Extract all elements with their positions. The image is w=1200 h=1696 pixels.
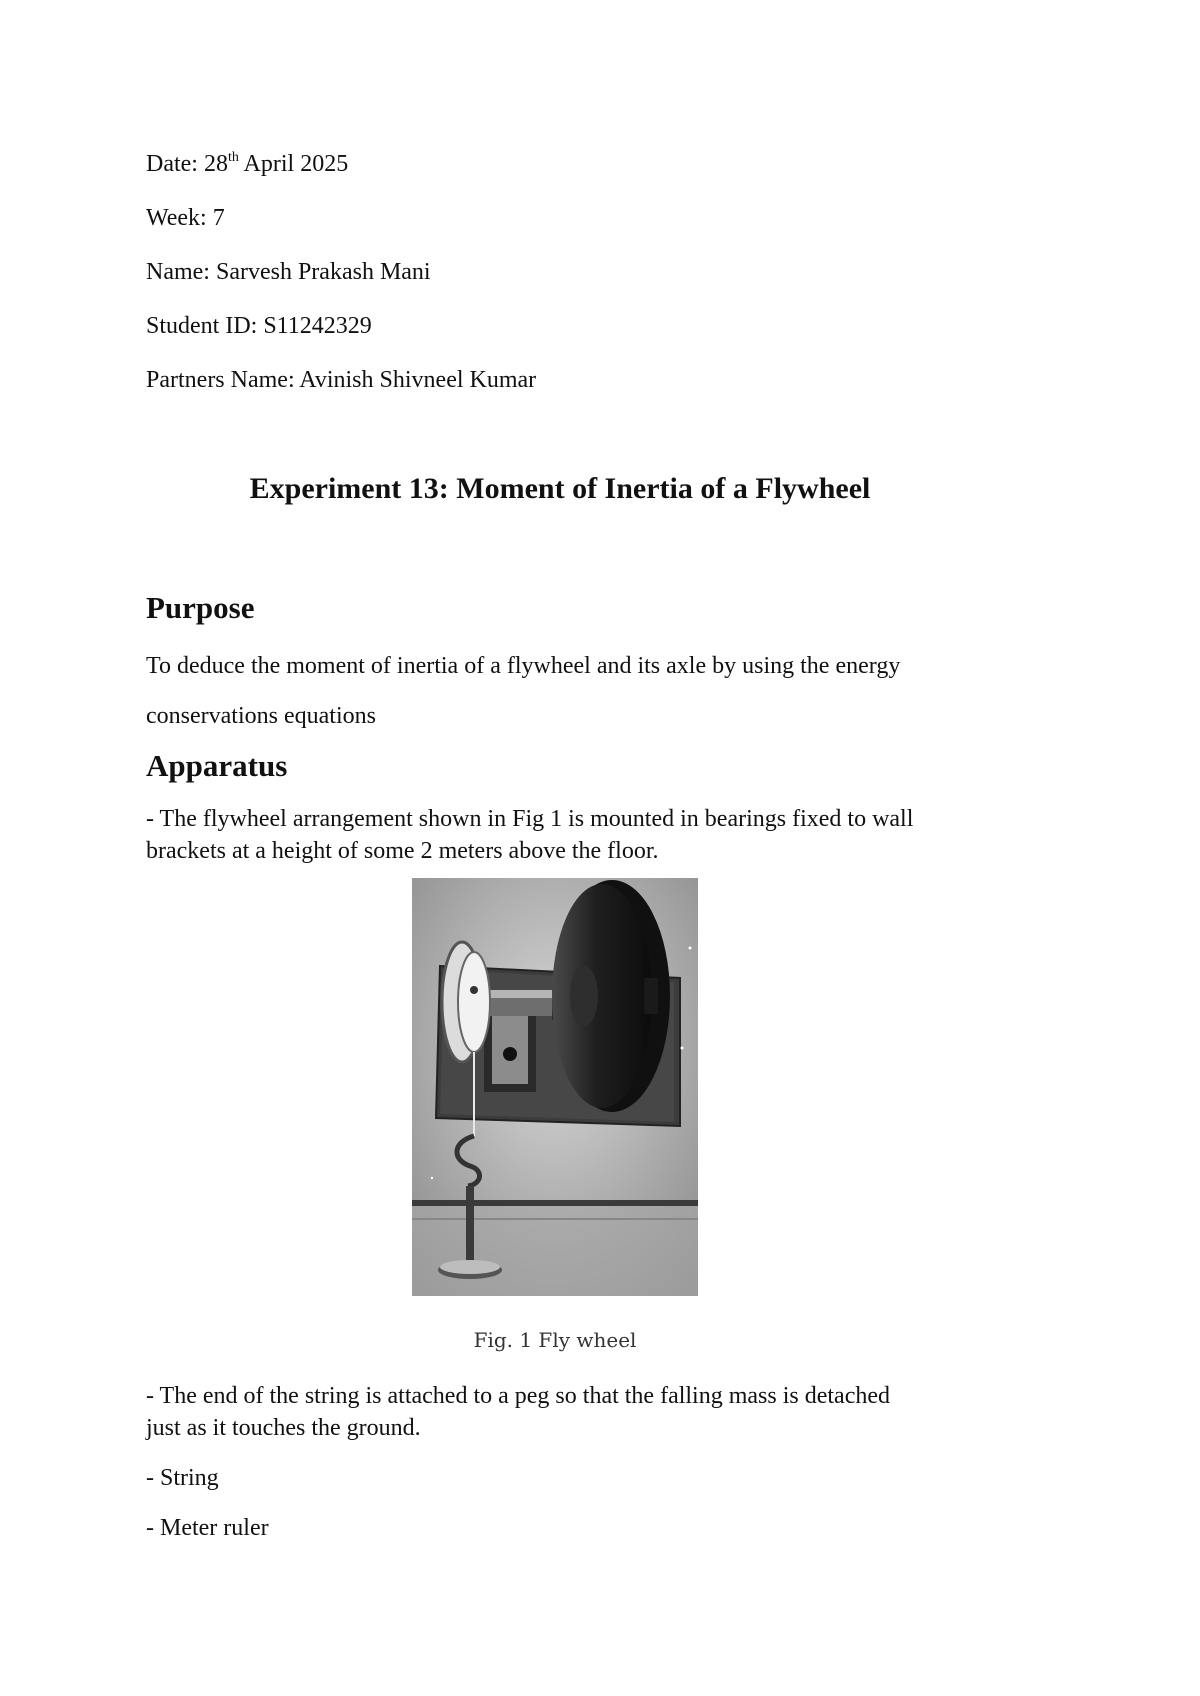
partners-line: Partners Name: Avinish Shivneel Kumar [146, 367, 537, 393]
figure-caption: Fig. 1 Fly wheel [473, 1328, 637, 1352]
apparatus-item4: - Meter ruler [146, 1515, 269, 1541]
apparatus-item1-line2: brackets at a height of some 2 meters above the floor. [146, 838, 659, 864]
date-line [146, 150, 348, 178]
purpose-text-line1: To deduce the moment of inertia of a flywheel and its axle by using the energy [146, 653, 901, 679]
week-line: Week: 7 [146, 205, 225, 231]
purpose-heading: Purpose [146, 590, 255, 625]
apparatus-item2-line2: just as it touches the ground. [146, 1415, 421, 1441]
date-rest: April 2025 [238, 151, 349, 177]
flywheel-photo [412, 878, 698, 1296]
date-label: Date: 28 [146, 151, 228, 177]
apparatus-item2-line1: - The end of the string is attached to a peg so that the falling mass is detached [146, 1383, 891, 1409]
apparatus-item3: - String [146, 1465, 219, 1491]
purpose-text-line2: conservations equations [146, 703, 376, 729]
date-superscript: th [227, 150, 239, 165]
apparatus-heading: Apparatus [146, 748, 288, 783]
apparatus-item1-line1: - The flywheel arrangement shown in Fig 1 is mounted in bearings fixed to wall [146, 806, 914, 832]
name-line: Name: Sarvesh Prakash Mani [146, 259, 431, 285]
student-id-line: Student ID: S11242329 [146, 313, 372, 339]
page-title: Experiment 13: Moment of Inertia of a Flywheel [249, 472, 871, 505]
